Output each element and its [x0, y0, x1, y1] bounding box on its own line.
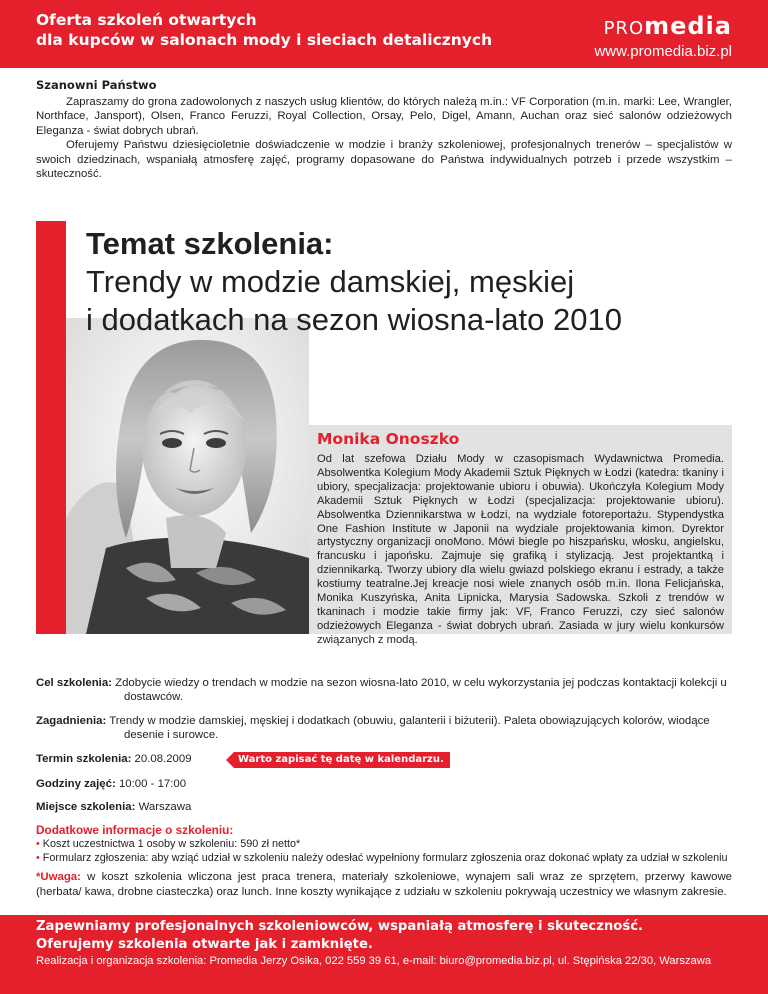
- callout-arrow-icon: [226, 752, 234, 768]
- logo-pro-text: PRO: [603, 18, 645, 39]
- trainer-name: Monika Onoszko: [317, 430, 460, 448]
- intro-section: [36, 78, 732, 182]
- topic-title-line2: i dodatkach na sezon wiosna-lato 2010: [86, 302, 622, 337]
- issues-text: Trendy w modzie damskiej, męskiej i dodatkach (obuwiu, galanterii i biżuterii). Paleta obowiązujących kolorów, wiodące desenie i surowce.: [109, 714, 710, 742]
- trainer-photo: [66, 318, 309, 634]
- hours-value: 10:00 - 17:00: [118, 777, 187, 790]
- logo-wordmark: [594, 13, 732, 42]
- offer-title-line2: dla kupców w salonach mody i sieciach detalicznych: [36, 31, 493, 49]
- topic-title-line1: Trendy w modzie damskiej, męskiej: [86, 264, 575, 299]
- trainer-bio-box: [309, 425, 732, 646]
- date-value: 20.08.2009: [134, 752, 192, 765]
- footer-banner: [0, 915, 768, 994]
- date-callout: [226, 752, 450, 768]
- extra-info-heading: Dodatkowe informacje o szkoleniu:: [36, 823, 234, 838]
- bullet-text-cost: Koszt uczestnictwa 1 osoby w szkoleniu: 590 zł netto*: [42, 838, 301, 851]
- hours-row: [36, 777, 732, 791]
- bullet-dot-icon: •: [36, 838, 40, 851]
- goal-row: [36, 676, 732, 705]
- portrait-photo: [66, 318, 309, 634]
- website-link[interactable]: www.promedia.biz.pl: [594, 43, 732, 60]
- footer-contact: Realizacja i organizacja szkolenia: Promedia Jerzy Osika, 022 559 39 61, e-mail: biuro@promedia.biz.pl, ul. Stępińska 22/30, Warszawa: [36, 955, 712, 967]
- hours-label: Godziny zajęć:: [36, 777, 116, 790]
- footer-slogan-line1: Zapewniamy profesjonalnych szkoleniowców, wspaniałą atmosferę i skuteczność.: [36, 919, 644, 934]
- bullet-dot-icon: •: [36, 852, 40, 865]
- place-value: Warszawa: [138, 801, 192, 814]
- footer-slogan-line2: Oferujemy szkolenia otwarte jak i zamknięte.: [36, 937, 373, 952]
- goal-text: Zdobycie wiedzy o trendach w modzie na sezon wiosna-lato 2010, w celu wykorzystania jej podczas kontaktacji kolekcji u dostawców.: [115, 677, 727, 704]
- intro-paragraph-clients: Zapraszamy do grona zadowolonych z naszych usług klientów, do których należą m.in.: VF Corporation (m.in. marki: Lee, Wrangler, Northface, Jansport), Olsen, Franco Feruzzi, Royal Collection, Orsay, Pelo, Digel, Amann, Auchan oraz sieć salonów odzieżowych Eleganza - świat dobrych ubrań.: [36, 95, 732, 137]
- trainer-bio: Od lat szefowa Działu Mody w czasopismach Wydawnictwa Promedia. Absolwentka Kolegium Mody Akademii Sztuk Pięknych w Łodzi (katedra: tkaniny i ubiory, specjalizacja: projektowanie ubioru i obuwia). Ukończyła Kolegium Mody Akademii Sztuk Pięknych w Łodzi (specjalizacja: projektowanie ubioru). Absolwentka Dziennikarstwa w Łodzi, na wydziale fotoreportażu. Stypendystka One Fashion Institute w Japonii na wydziale projektowania kimon. Dyrektor artystyczny organizacji onoMono. Mówi biegle po hiszpańsku, włosku, angielsku, francusku i japońsku. Zajmuje się grafiką i stylizacją. Jest projektantką i dziennikarką. Tworzy ubiory dla wielu gwiazd polskiego ekranu i estrady, a także kostiumy teatralne.Jej kreacje nosi wiele znanych osób m.in. Ilona Felicjańska, Monika Kuszyńska, Anita Lipnicka, Marysia Sadowska. Szkoli z trendów w tkaninach i modzie takie firmy jak: VF, Franco Feruzzi, czy sieć salonów odzieżowych Eleganza - świat dobrych ubrań. Zasiada w jury wielu konkursów związanych z modą.: [317, 453, 724, 646]
- issues-row: [36, 714, 732, 743]
- date-label: Termin szkolenia:: [36, 752, 132, 765]
- footer-slogan: [36, 918, 643, 954]
- list-item: [36, 851, 732, 865]
- accent-bar: [36, 221, 66, 634]
- offer-title-line1: Oferta szkoleń otwartych: [36, 11, 257, 29]
- topic-label: Temat szkolenia:: [86, 226, 334, 261]
- offer-title: [36, 10, 492, 50]
- place-row: [36, 800, 732, 814]
- header-banner: [0, 0, 768, 68]
- list-item: [36, 837, 732, 851]
- training-topic: [86, 225, 746, 339]
- goal-label: Cel szkolenia:: [36, 677, 112, 689]
- cost-note: [36, 870, 732, 899]
- issues-label: Zagadnienia:: [36, 714, 107, 727]
- logo-media-text: media: [644, 12, 732, 40]
- note-label: *Uwaga:: [36, 871, 81, 884]
- bullet-text-form: Formularz zgłoszenia: aby wziąć udział w szkoleniu należy odesłać wypełniony formularz zgłoszenia oraz dokonać wpłaty za udział w szkoleniu: [42, 852, 728, 865]
- note-text: w koszt szkolenia wliczona jest praca trenera, materiały szkoleniowe, wynajem sali wraz ze sprzętem, przerwy kawowe (herbata/ kawa, drobne ciasteczka) oraz lunch. Inne koszty wynikające z udziału w szkoleniu pokrywają uczestnicy we własnym zakresie.: [36, 871, 733, 898]
- place-label: Miejsce szkolenia:: [36, 801, 136, 814]
- training-details: [36, 676, 732, 899]
- date-row: [36, 752, 732, 768]
- salutation: Szanowni Państwo: [36, 78, 157, 92]
- callout-text: Warto zapisać tę datę w kalendarzu.: [234, 752, 450, 768]
- extra-info-list: [36, 837, 732, 865]
- intro-paragraph-offer: Oferujemy Państwu dziesięcioletnie doświadczenie w modzie i branży szkoleniowej, profesjonalnych trenerów – specjalistów w swoich dziedzinach, wspaniałą atmosferę zajęć, programy dopasowane do Państwa indywidualnych potrzeb i przede wszystkim – skuteczność.: [36, 139, 732, 180]
- promedia-logo: [594, 13, 732, 61]
